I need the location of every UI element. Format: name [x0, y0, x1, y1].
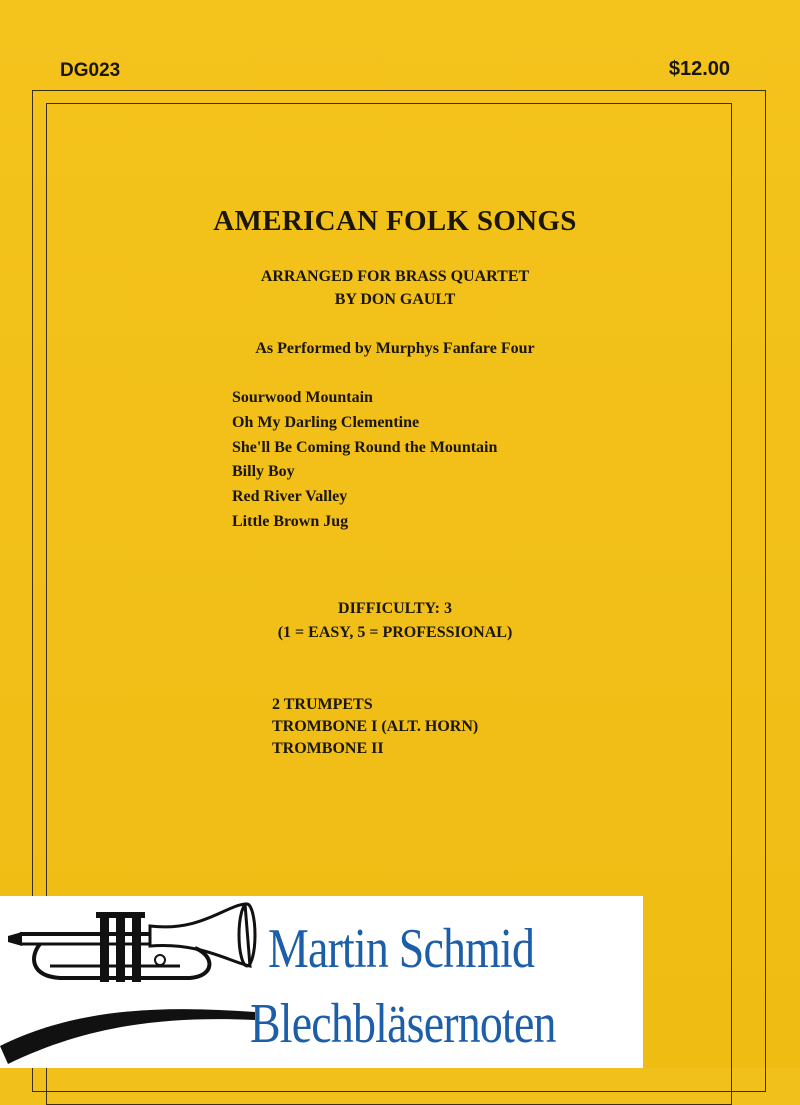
publisher-name: Martin Schmid: [268, 918, 535, 980]
song-item: Sourwood Mountain: [232, 389, 373, 406]
difficulty-scale: (1 = EASY, 5 = PROFESSIONAL): [277, 624, 513, 641]
catalog-code: DG023: [60, 60, 121, 81]
song-item: Red River Valley: [232, 488, 348, 506]
song-list: [232, 386, 497, 535]
song-item: She'll Be Coming Round the Mountain: [232, 438, 498, 456]
instrument-item: TROMBONE I (ALT. HORN): [272, 718, 479, 735]
arranger: BY DON GAULT: [334, 291, 456, 308]
instrument-item: 2 TRUMPETS: [272, 696, 373, 713]
song-item: Billy Boy: [232, 463, 295, 481]
price: $12.00: [668, 58, 730, 80]
song-item: Oh My Darling Clementine: [232, 413, 420, 431]
song-item: Little Brown Jug: [232, 512, 349, 530]
performed-by: As Performed by Murphys Fanfare Four: [255, 340, 535, 357]
instrument-item: TROMBONE II: [272, 740, 384, 757]
cover-title: AMERICAN FOLK SONGS: [213, 205, 577, 237]
publisher-tagline: Blechbläsernoten: [250, 993, 556, 1055]
instrument-list: [272, 694, 478, 760]
arranged-for: ARRANGED FOR BRASS QUARTET: [260, 268, 530, 285]
difficulty-level: DIFFICULTY: 3: [338, 600, 452, 617]
